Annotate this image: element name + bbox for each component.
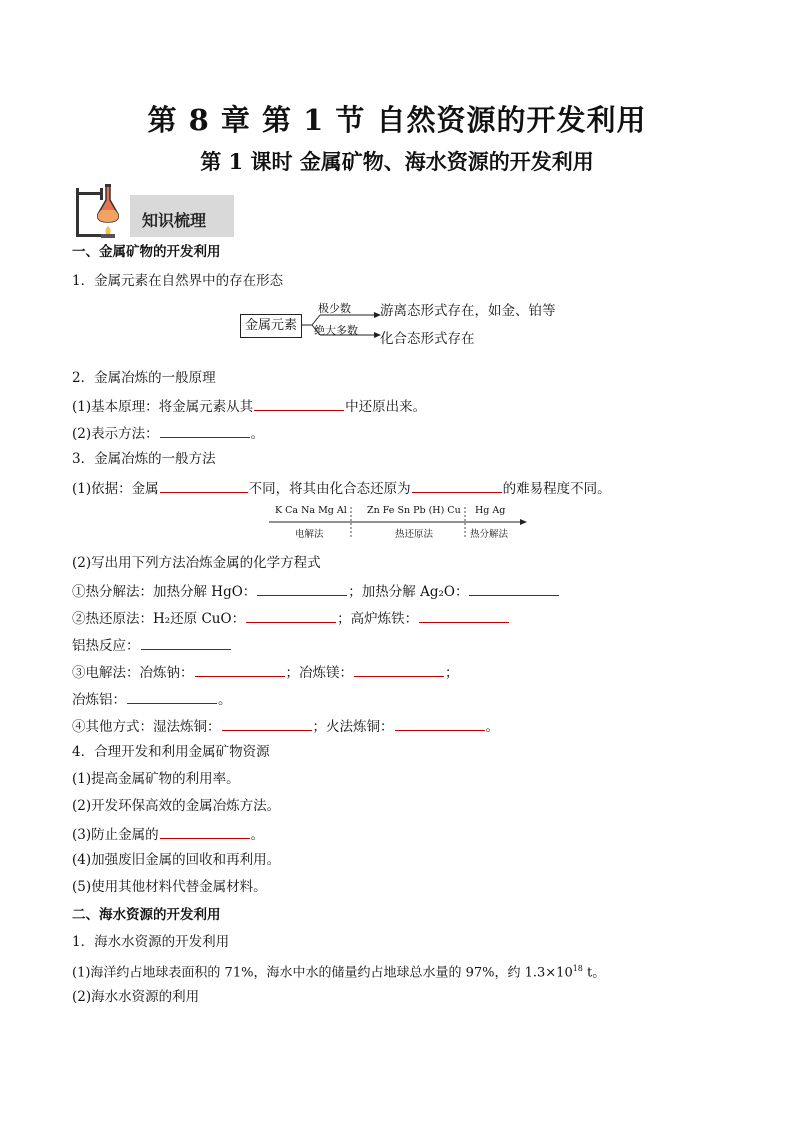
- fill-blank[interactable]: [160, 478, 248, 493]
- item-4-3: [72, 824, 264, 844]
- metal-activity-series: [265, 505, 527, 541]
- superscript: 18: [572, 964, 583, 973]
- method-1: [72, 581, 560, 601]
- method-3: [72, 662, 459, 682]
- fill-blank[interactable]: [160, 824, 250, 839]
- item-4-2: (2)开发环保高效的金属冶炼方法。: [72, 798, 281, 814]
- diagram-lower-result: 化合态形式存在: [380, 331, 475, 347]
- item-4-5: (5)使用其他材料代替金属材料。: [72, 879, 267, 895]
- text-segment: t。: [582, 965, 606, 981]
- fill-blank[interactable]: [395, 716, 485, 731]
- series-method-thermal-reduction: 热还原法: [395, 529, 434, 540]
- fill-blank[interactable]: [469, 581, 559, 596]
- text-segment: 。: [250, 827, 265, 843]
- series-metals-thermal-reduction: Zn Fe Sn Pb (H) Cu: [367, 505, 461, 516]
- text-segment: ①热分解法：加热分解 HgO：: [72, 584, 257, 600]
- item-2-2: [72, 423, 264, 443]
- diagram-upper-label: 极少数: [318, 302, 351, 315]
- section-heading-1: 一、金属矿物的开发利用: [72, 244, 221, 260]
- text-segment: (1)海洋约占地球表面积的 71%，海水中水的储量约占地球总水量的 97%，约 1.3×10: [72, 965, 573, 981]
- text-segment: (3)防止金属的: [72, 827, 159, 843]
- item-3: 3．金属冶炼的一般方法: [72, 451, 216, 467]
- page-subtitle: 第 1 课时 金属矿物、海水资源的开发利用: [200, 149, 594, 174]
- fill-blank[interactable]: [160, 423, 250, 438]
- item-5-1: [72, 960, 605, 982]
- method-2-thermite: [72, 635, 232, 655]
- text-segment: 。: [485, 719, 499, 735]
- series-method-electrolysis: 电解法: [295, 529, 324, 540]
- page-title: 第 8 章 第 1 节 自然资源的开发利用: [147, 103, 647, 137]
- text-segment: ；火法炼铜：: [312, 719, 394, 735]
- method-2: [72, 608, 510, 628]
- text-segment: 铝热反应：: [72, 638, 140, 654]
- text-segment: ②热还原法：H₂还原 CuO：: [72, 611, 246, 627]
- item-5: 1．海水水资源的开发利用: [72, 934, 230, 950]
- text-segment: (2)表示方法：: [72, 426, 159, 442]
- text-segment: ④其他方式：湿法炼铜：: [72, 719, 221, 735]
- fill-blank[interactable]: [257, 581, 347, 596]
- item-4-4: (4)加强废旧金属的回收和再利用。: [72, 852, 281, 868]
- method-4: [72, 716, 499, 736]
- item-1: 1．金属元素在自然界中的存在形态: [72, 273, 284, 289]
- existence-diagram: [240, 296, 570, 348]
- text-segment: (1)基本原理：将金属元素从其: [72, 399, 254, 415]
- text-segment: 的难易程度不同。: [502, 481, 611, 497]
- text-segment: 中还原出来。: [345, 399, 427, 415]
- fill-blank[interactable]: [127, 689, 217, 704]
- item-2-1: [72, 396, 426, 416]
- text-segment: ；加热分解 Ag₂O：: [348, 584, 469, 600]
- text-segment: 。: [250, 426, 265, 442]
- method-3-aluminum: [72, 689, 232, 709]
- fill-blank[interactable]: [354, 662, 444, 677]
- fill-blank[interactable]: [195, 662, 285, 677]
- item-2: 2．金属冶炼的一般原理: [72, 370, 216, 386]
- diagram-box: 金属元素: [240, 314, 302, 338]
- fill-blank[interactable]: [246, 608, 336, 623]
- item-5-2: (2)海水水资源的利用: [72, 989, 200, 1005]
- item-3-2: (2)写出用下列方法冶炼金属的化学方程式: [72, 555, 321, 571]
- fill-blank[interactable]: [141, 635, 231, 650]
- fill-blank[interactable]: [254, 396, 344, 411]
- item-4: 4．合理开发和利用金属矿物资源: [72, 744, 270, 760]
- series-method-thermal-decomposition: 热分解法: [470, 529, 509, 540]
- text-segment: 。: [218, 692, 232, 708]
- text-segment: ；高炉炼铁：: [337, 611, 419, 627]
- knowledge-header-label: 知识梳理: [142, 211, 207, 230]
- item-4-1: (1)提高金属矿物的利用率。: [72, 771, 240, 787]
- diagram-lower-label: 绝大多数: [314, 324, 358, 337]
- fill-blank[interactable]: [412, 478, 502, 493]
- fill-blank[interactable]: [222, 716, 312, 731]
- text-segment: 不同，将其由化合态还原为: [248, 481, 411, 497]
- text-segment: ③电解法：冶炼钠：: [72, 665, 194, 681]
- diagram-upper-result: 游离态形式存在，如金、铂等: [380, 303, 556, 319]
- series-metals-electrolysis: K Ca Na Mg Al: [275, 505, 347, 516]
- item-3-1: [72, 478, 611, 498]
- text-segment: ；冶炼镁：: [285, 665, 353, 681]
- text-segment: 冶炼铝：: [72, 692, 126, 708]
- text-segment: (1)依据：金属: [72, 481, 159, 497]
- text-segment: ；: [445, 665, 459, 681]
- knowledge-header: [72, 182, 242, 240]
- fill-blank[interactable]: [419, 608, 509, 623]
- section-heading-2: 二、海水资源的开发利用: [72, 907, 221, 923]
- series-metals-thermal-decomposition: Hg Ag: [475, 505, 506, 516]
